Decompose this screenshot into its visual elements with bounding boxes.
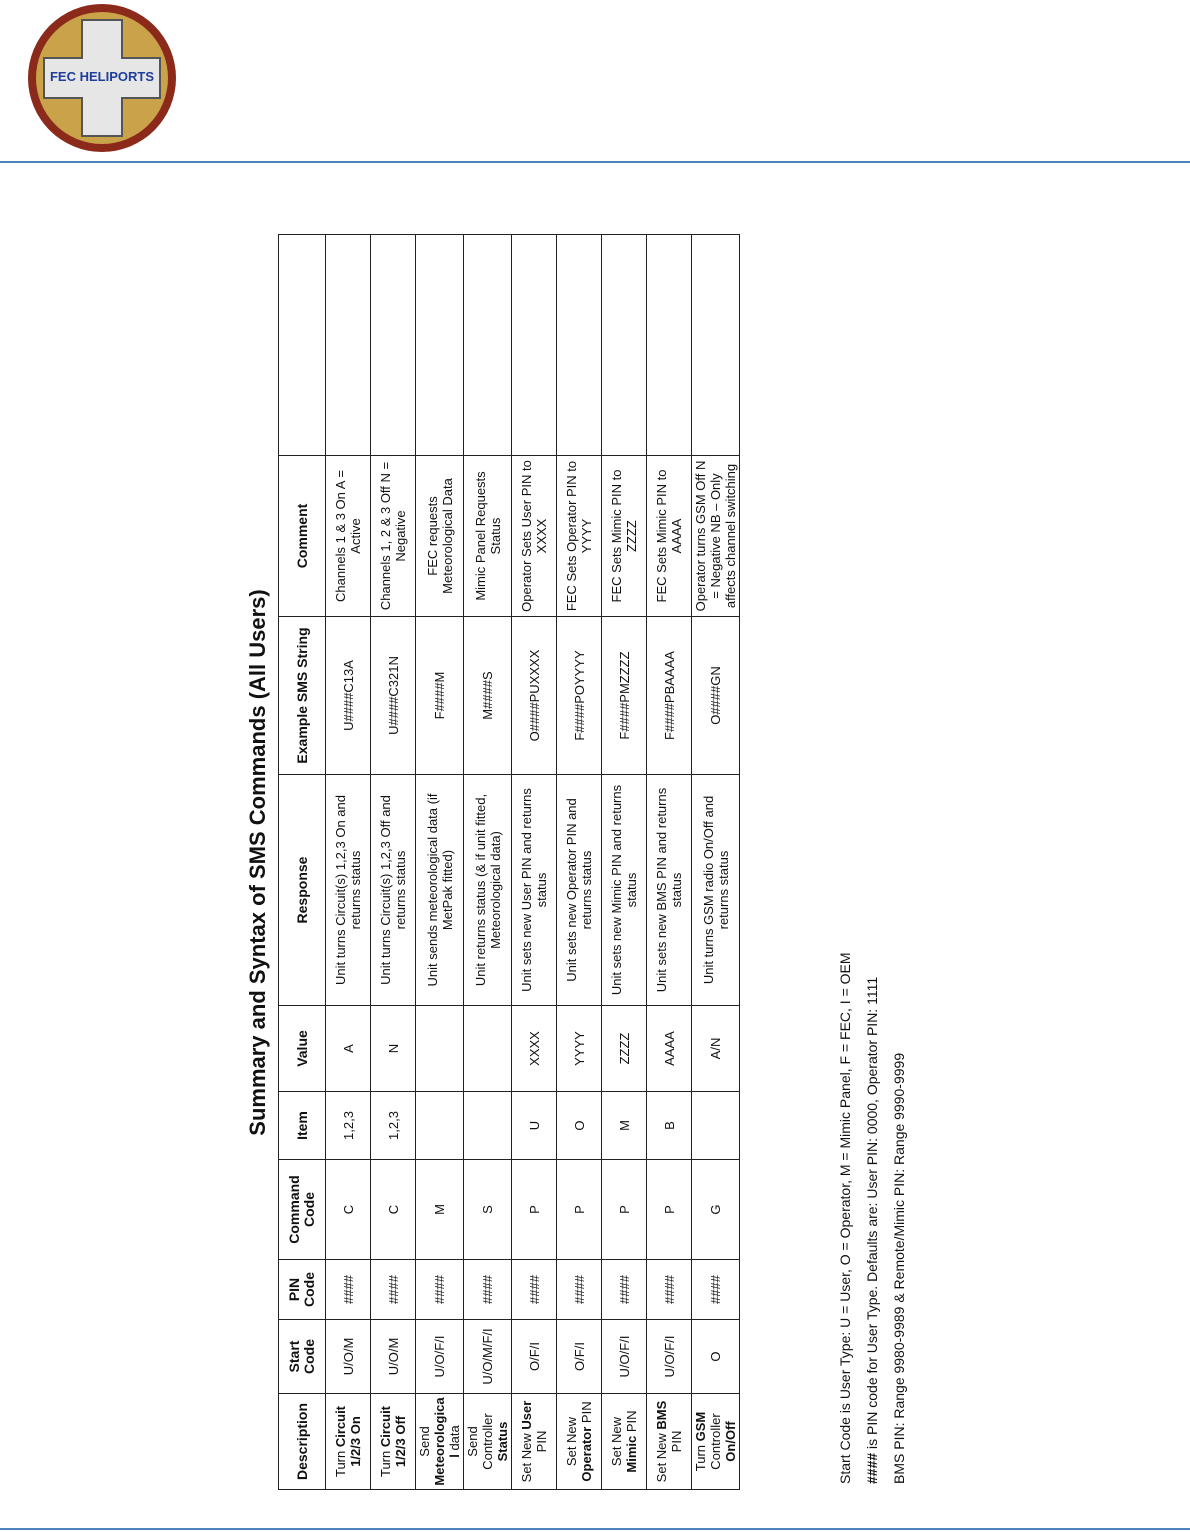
description-text: Controller bbox=[708, 1413, 723, 1470]
description-cell bbox=[692, 1394, 740, 1490]
pin-code-cell: #### bbox=[326, 1260, 371, 1320]
description-text: Send Controller bbox=[465, 1413, 495, 1470]
example-cell: F####PMZZZZ bbox=[602, 617, 647, 775]
col-header-response: Response bbox=[279, 775, 326, 1006]
pin-code-cell: #### bbox=[512, 1260, 557, 1320]
table-row bbox=[602, 235, 647, 1490]
description-text: Set New bbox=[654, 1429, 669, 1483]
table-row bbox=[326, 235, 371, 1490]
col-header-blank bbox=[279, 235, 326, 456]
note-start-code bbox=[832, 244, 859, 1484]
command-code-cell: G bbox=[692, 1160, 740, 1260]
item-cell bbox=[464, 1092, 512, 1160]
description-text: Turn bbox=[333, 1447, 348, 1478]
comment-cell: Operator Sets User PIN to XXXX bbox=[512, 456, 557, 617]
blank-cell bbox=[371, 235, 416, 456]
table-row bbox=[464, 235, 512, 1490]
start-code-cell: O/F/I bbox=[512, 1320, 557, 1394]
pin-code-cell: #### bbox=[647, 1260, 692, 1320]
description-emphasis: User bbox=[519, 1400, 534, 1430]
table-row bbox=[692, 235, 740, 1490]
example-cell: F####POYYYY bbox=[557, 617, 602, 775]
item-cell: U bbox=[512, 1092, 557, 1160]
col-header-description: Description bbox=[279, 1394, 326, 1490]
example-cell: U####C321N bbox=[371, 617, 416, 775]
description-text: PIN bbox=[534, 1430, 549, 1453]
value-cell: A bbox=[326, 1006, 371, 1092]
pin-code-cell: #### bbox=[464, 1260, 512, 1320]
description-text: PIN bbox=[669, 1430, 684, 1453]
response-cell: Unit turns Circuit(s) 1,2,3 Off and returns status bbox=[371, 775, 416, 1006]
description-emphasis: Circuit 1/2/3 Off bbox=[378, 1405, 408, 1468]
description-text: Turn bbox=[693, 1441, 708, 1472]
comment-cell: FEC requests Meteorological Data bbox=[416, 456, 464, 617]
value-cell bbox=[416, 1006, 464, 1092]
note-text: is PIN code for User Type. Defaults are: User PIN: 0000, Operator PIN: 1111 bbox=[864, 976, 880, 1453]
comment-cell: Channels 1, 2 & 3 Off N = Negative bbox=[371, 456, 416, 617]
example-cell: M####S bbox=[464, 617, 512, 775]
description-emphasis: Mimic bbox=[624, 1435, 639, 1473]
start-code-cell: U/O/M bbox=[371, 1320, 416, 1394]
start-code-cell: U/O/F/I bbox=[416, 1320, 464, 1394]
command-code-cell: P bbox=[647, 1160, 692, 1260]
command-code-cell: C bbox=[326, 1160, 371, 1260]
value-cell: A/N bbox=[692, 1006, 740, 1092]
item-cell bbox=[692, 1092, 740, 1160]
value-cell bbox=[464, 1006, 512, 1092]
start-code-cell: U/O/F/I bbox=[602, 1320, 647, 1394]
description-cell bbox=[602, 1394, 647, 1490]
command-code-cell: S bbox=[464, 1160, 512, 1260]
header-rule bbox=[0, 161, 1190, 163]
description-cell bbox=[464, 1394, 512, 1490]
description-text: PIN bbox=[579, 1401, 594, 1427]
description-cell bbox=[647, 1394, 692, 1490]
value-cell: ZZZZ bbox=[602, 1006, 647, 1092]
response-cell: Unit sets new Operator PIN and returns status bbox=[557, 775, 602, 1006]
table-row bbox=[557, 235, 602, 1490]
example-cell: U####C13A bbox=[326, 617, 371, 775]
item-cell: 1,2,3 bbox=[371, 1092, 416, 1160]
sms-commands-table bbox=[278, 234, 740, 1490]
note-pin-code bbox=[859, 244, 886, 1484]
item-cell bbox=[416, 1092, 464, 1160]
description-cell bbox=[557, 1394, 602, 1490]
example-cell: O####PUXXXX bbox=[512, 617, 557, 775]
example-cell: F####PBAAAA bbox=[647, 617, 692, 775]
description-cell bbox=[371, 1394, 416, 1490]
command-code-cell: P bbox=[602, 1160, 647, 1260]
description-emphasis: BMS bbox=[654, 1400, 669, 1430]
svg-text:FEC HELIPORTS: FEC HELIPORTS bbox=[49, 69, 155, 84]
col-header-start-code: Start Code bbox=[279, 1320, 326, 1394]
item-cell: 1,2,3 bbox=[326, 1092, 371, 1160]
value-cell: N bbox=[371, 1006, 416, 1092]
rotated-content bbox=[240, 235, 907, 1490]
description-cell bbox=[512, 1394, 557, 1490]
comment-cell: FEC Sets Mimic PIN to ZZZZ bbox=[602, 456, 647, 617]
note-text: BMS PIN: Range 9980-9989 & Remote/Mimic PIN: Range 9990-9999 bbox=[891, 1052, 907, 1484]
pin-code-cell: #### bbox=[692, 1260, 740, 1320]
start-code-cell: U/O/M bbox=[326, 1320, 371, 1394]
command-code-cell: M bbox=[416, 1160, 464, 1260]
description-emphasis: On/Off bbox=[723, 1421, 738, 1462]
response-cell: Unit returns status (& if unit fitted, Meteorological data) bbox=[464, 775, 512, 1006]
description-text: Send bbox=[417, 1426, 432, 1457]
blank-cell bbox=[557, 235, 602, 456]
description-emphasis: Operator bbox=[579, 1426, 594, 1482]
description-text: Set New bbox=[564, 1416, 579, 1467]
start-code-cell: U/O/M/F/I bbox=[464, 1320, 512, 1394]
pin-code-cell: #### bbox=[557, 1260, 602, 1320]
item-cell: O bbox=[557, 1092, 602, 1160]
description-text: Turn bbox=[378, 1447, 393, 1478]
command-code-cell: P bbox=[557, 1160, 602, 1260]
blank-cell bbox=[647, 235, 692, 456]
col-header-command-code: Command Code bbox=[279, 1160, 326, 1260]
description-text: PIN bbox=[624, 1410, 639, 1436]
blank-cell bbox=[464, 235, 512, 456]
value-cell: YYYY bbox=[557, 1006, 602, 1092]
value-cell: XXXX bbox=[512, 1006, 557, 1092]
start-code-cell: O bbox=[692, 1320, 740, 1394]
col-header-comment: Comment bbox=[279, 456, 326, 617]
col-header-value: Value bbox=[279, 1006, 326, 1092]
response-cell: Unit turns Circuit(s) 1,2,3 On and returns status bbox=[326, 775, 371, 1006]
footer-rule bbox=[0, 1528, 1190, 1530]
description-text: data bbox=[447, 1425, 462, 1455]
col-header-item: Item bbox=[279, 1092, 326, 1160]
description-cell bbox=[416, 1394, 464, 1490]
start-code-cell: O/F/I bbox=[557, 1320, 602, 1394]
fec-heliports-logo bbox=[26, 2, 178, 154]
table-row bbox=[371, 235, 416, 1490]
blank-cell bbox=[326, 235, 371, 456]
blank-cell bbox=[512, 235, 557, 456]
blank-cell bbox=[416, 235, 464, 456]
pin-code-cell: #### bbox=[602, 1260, 647, 1320]
comment-cell: FEC Sets Mimic PIN to AAAA bbox=[647, 456, 692, 617]
response-cell: Unit sets new User PIN and returns status bbox=[512, 775, 557, 1006]
description-text: Set New bbox=[519, 1429, 534, 1483]
description-emphasis: Status bbox=[495, 1421, 510, 1462]
description-emphasis: Circuit 1/2/3 On bbox=[333, 1405, 363, 1467]
note-bold: #### bbox=[864, 1452, 880, 1484]
blank-cell bbox=[602, 235, 647, 456]
comment-cell: Operator turns GSM Off N = Negative NB – Only affects channel switching bbox=[692, 456, 740, 617]
response-cell: Unit sends meteorological data (if MetPak fitted) bbox=[416, 775, 464, 1006]
item-cell: M bbox=[602, 1092, 647, 1160]
blank-cell bbox=[692, 235, 740, 456]
start-code-cell: U/O/F/I bbox=[647, 1320, 692, 1394]
response-cell: Unit turns GSM radio On/Off and returns status bbox=[692, 775, 740, 1006]
comment-cell: Channels 1 & 3 On A = Active bbox=[326, 456, 371, 617]
example-cell: F####M bbox=[416, 617, 464, 775]
description-cell bbox=[326, 1394, 371, 1490]
description-emphasis: GSM bbox=[693, 1411, 708, 1442]
pin-code-cell: #### bbox=[371, 1260, 416, 1320]
comment-cell: Mimic Panel Requests Status bbox=[464, 456, 512, 617]
note-pin-ranges bbox=[886, 244, 913, 1484]
table-row bbox=[647, 235, 692, 1490]
response-cell: Unit sets new BMS PIN and returns status bbox=[647, 775, 692, 1006]
note-text: Start Code is User Type: U = User, O = Operator, M = Mimic Panel, F = FEC, I = OEM bbox=[837, 952, 853, 1484]
command-code-cell: C bbox=[371, 1160, 416, 1260]
table-row bbox=[512, 235, 557, 1490]
pin-code-cell: #### bbox=[416, 1260, 464, 1320]
table-header-row bbox=[279, 235, 326, 1490]
table-row bbox=[416, 235, 464, 1490]
description-text: Set New bbox=[609, 1416, 624, 1467]
response-cell: Unit sets new Mimic PIN and returns status bbox=[602, 775, 647, 1006]
table-notes bbox=[832, 244, 913, 1484]
table-title: Summary and Syntax of SMS Commands (All Users) bbox=[245, 589, 270, 1136]
comment-cell: FEC Sets Operator PIN to YYYY bbox=[557, 456, 602, 617]
example-cell: O####GN bbox=[692, 617, 740, 775]
item-cell: B bbox=[647, 1092, 692, 1160]
col-header-example: Example SMS String bbox=[279, 617, 326, 775]
value-cell: AAAA bbox=[647, 1006, 692, 1092]
command-code-cell: P bbox=[512, 1160, 557, 1260]
col-header-pin-code: PIN Code bbox=[279, 1260, 326, 1320]
description-emphasis: Meteorological bbox=[432, 1397, 462, 1486]
